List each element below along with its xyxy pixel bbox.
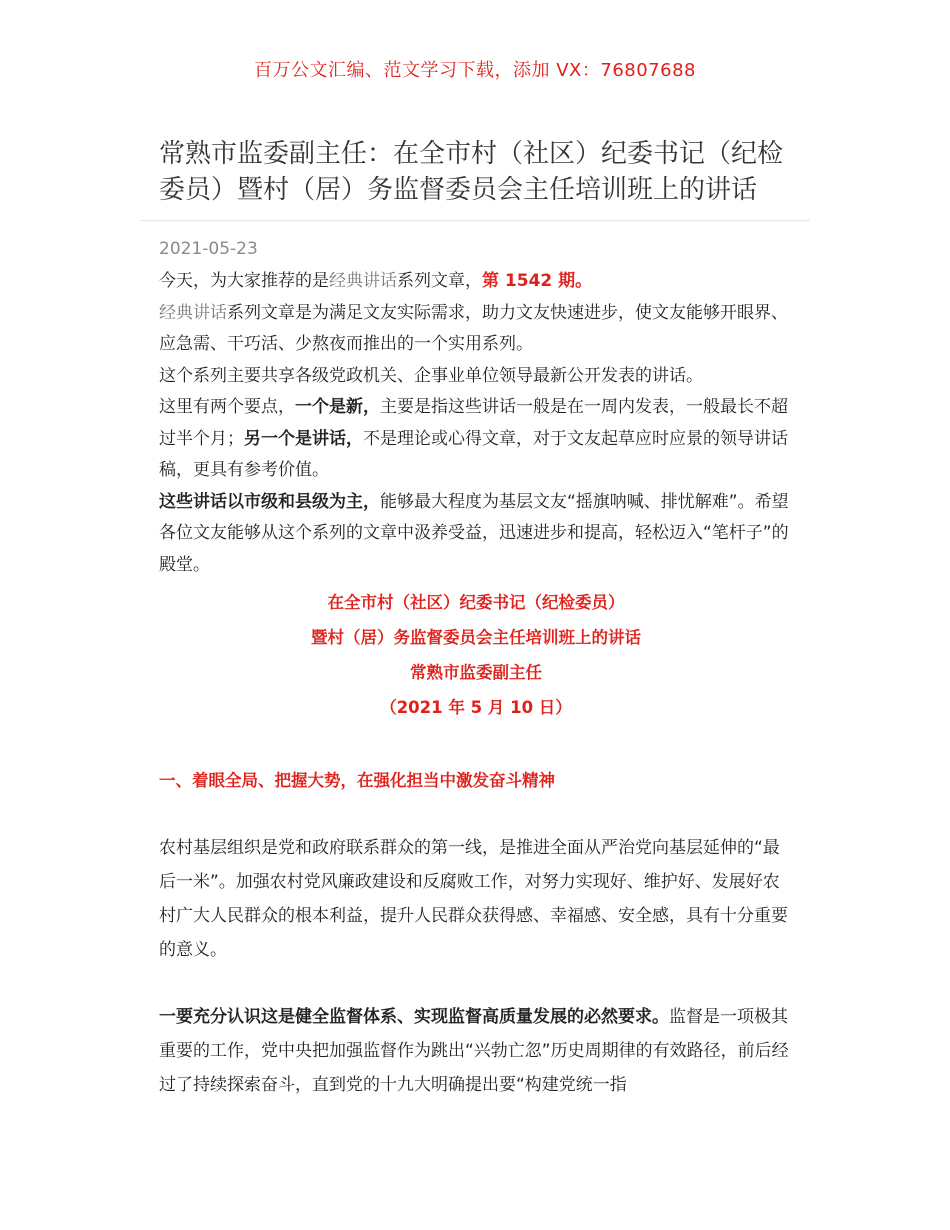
intro-text: 系列文章， <box>397 271 482 291</box>
promo-banner: 百万公文汇编、范文学习下载，添加 VX：76807688 <box>254 60 696 81</box>
intro-paragraph-1 <box>159 266 793 298</box>
paragraph-lead: 一要充分认识这是健全监督体系、实现监督高质量发展的必然要求。 <box>159 1006 669 1027</box>
section-heading: 一、着眼全局、把握大势，在强化担当中激发奋斗精神 <box>159 771 555 790</box>
series-name: 经典讲话 <box>159 302 227 323</box>
speech-heading <box>159 585 793 725</box>
intro-text: 系列文章是为满足文友实际需求，助力文友快速进步，使文友能够开眼界、应急需、干巧活、少熬夜而推出的一个实用系列。 <box>159 302 788 354</box>
speech-date: （2021 年 5 月 10 日） <box>380 698 572 717</box>
intro-paragraph-4 <box>159 392 793 487</box>
speaker: 常熟市监委副主任 <box>410 663 542 682</box>
intro-text: 今天，为大家推荐的是 <box>159 271 329 291</box>
title-divider <box>140 220 810 221</box>
intro-paragraph-5 <box>159 487 793 582</box>
intro-paragraph-3: 这个系列主要共享各级党政机关、企事业单位领导最新公开发表的讲话。 <box>159 365 703 386</box>
key-point: 这些讲话以市级和县级为主， <box>159 491 380 512</box>
body-paragraph-1: 农村基层组织是党和政府联系群众的第一线，是推进全面从严治党向基层延伸的“最后一米”。加强农村党风廉政建设和反腐败工作，对努力实现好、维护好、发展好农村广大人民群众的根本利益，提升人民群众获得感、幸福感、安全感，具有十分重要的意义。 <box>159 837 788 960</box>
series-name: 经典讲话 <box>329 271 397 291</box>
body-paragraph-2 <box>159 1000 793 1102</box>
intro-text: 这里有两个要点， <box>159 397 295 417</box>
article-body <box>159 266 793 1102</box>
article-title: 常熟市监委副主任：在全市村（社区）纪委书记（纪检委员）暨村（居）务监督委员会主任培训班上的讲话 <box>159 139 784 205</box>
intro-text: 能够最大程度为基层文友“摇旗呐喊、排忧解难”。希望各位文友能够从这个系列的文章中汲养受益，迅速进步和提高，轻松迈入“笔杆子”的殿堂。 <box>159 491 789 575</box>
intro-text: 主要是指这些讲话一般是在一周内发表，一般最长不超过半个月； <box>159 397 788 449</box>
publish-date: 2021-05-23 <box>159 239 258 259</box>
issue-number: 第 1542 期。 <box>482 271 593 291</box>
intro-text: 不是理论或心得文章，对于文友起草应时应景的领导讲话稿，更具有参考价值。 <box>159 428 788 480</box>
key-point: 另一个是讲话， <box>244 428 363 449</box>
intro-paragraph-2 <box>159 298 793 361</box>
speech-title-line-2: 暨村（居）务监督委员会主任培训班上的讲话 <box>311 628 641 647</box>
paragraph-text: 监督是一项极其重要的工作，党中央把加强监督作为跳出“兴勃亡忽”历史周期律的有效路径，前后经过了持续探索奋斗，直到党的十九大明确提出要“构建党统一指 <box>159 1006 789 1095</box>
speech-title-line-1: 在全市村（社区）纪委书记（纪检委员） <box>327 593 625 612</box>
key-point: 一个是新， <box>295 397 380 417</box>
